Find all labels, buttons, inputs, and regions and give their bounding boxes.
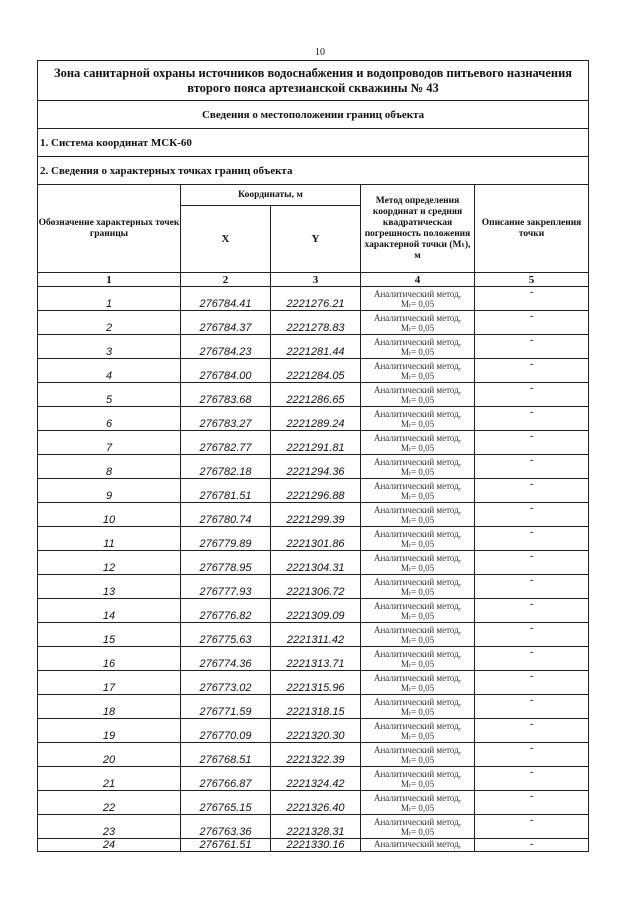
method-cell — [361, 335, 475, 359]
table-row — [38, 647, 589, 671]
precision-line: Mₜ= 0,05 — [400, 682, 435, 693]
coord-x: 276761.51 — [181, 839, 271, 852]
point-number: 15 — [38, 623, 181, 647]
coord-x: 276781.51 — [181, 479, 271, 503]
coord-y: 2221318.15 — [271, 695, 361, 719]
point-number: 24 — [38, 839, 181, 852]
coord-y: 2221322.39 — [271, 743, 361, 767]
point-number: 5 — [38, 383, 181, 407]
method-cell — [361, 527, 475, 551]
table-row — [38, 479, 589, 503]
table-row — [38, 815, 589, 839]
method-line: Аналитический метод, — [373, 672, 462, 683]
table-row — [38, 719, 589, 743]
coord-y: 2221278.83 — [271, 311, 361, 335]
table-row — [38, 407, 589, 431]
method-cell — [361, 551, 475, 575]
coord-x: 276773.02 — [181, 671, 271, 695]
precision-line: Mₜ= 0,05 — [400, 634, 435, 645]
coord-x: 276782.18 — [181, 455, 271, 479]
header-method: Метод определения координат и средняя квадратическая погрешность положения характерной точки (Mₜ), м — [361, 185, 475, 273]
point-number: 3 — [38, 335, 181, 359]
method-line: Аналитический метод, — [373, 384, 462, 395]
table-row — [38, 839, 589, 852]
coord-x: 276770.09 — [181, 719, 271, 743]
coord-y: 2221306.72 — [271, 575, 361, 599]
fixing-description: - — [475, 743, 589, 767]
point-number: 17 — [38, 671, 181, 695]
method-cell — [361, 431, 475, 455]
point-number: 1 — [38, 287, 181, 311]
method-cell — [361, 599, 475, 623]
method-cell — [361, 767, 475, 791]
method-line: Аналитический метод, — [373, 792, 462, 803]
coord-y: 2221315.96 — [271, 671, 361, 695]
table-row — [38, 527, 589, 551]
method-cell — [361, 695, 475, 719]
method-line: Аналитический метод, — [373, 839, 462, 849]
point-number: 11 — [38, 527, 181, 551]
method-cell — [361, 839, 475, 852]
table-row — [38, 743, 589, 767]
fixing-description: - — [475, 407, 589, 431]
coord-x: 276783.68 — [181, 383, 271, 407]
precision-line: Mₜ= 0,05 — [400, 418, 435, 429]
method-line: Аналитический метод, — [373, 816, 462, 827]
point-number: 10 — [38, 503, 181, 527]
column-number: 4 — [361, 273, 475, 287]
column-number: 2 — [181, 273, 271, 287]
method-line: Аналитический метод, — [373, 720, 462, 731]
precision-line: Mₜ= 0,05 — [400, 610, 435, 621]
table-row — [38, 695, 589, 719]
coord-x: 276784.00 — [181, 359, 271, 383]
precision-line: Mₜ= 0,05 — [400, 658, 435, 669]
header-point-designation: Обозначение характерных точек границы — [38, 185, 181, 273]
coord-x: 276784.41 — [181, 287, 271, 311]
coord-x: 276771.59 — [181, 695, 271, 719]
method-line: Аналитический метод, — [373, 552, 462, 563]
method-line: Аналитический метод, — [373, 480, 462, 491]
method-cell — [361, 407, 475, 431]
coord-y: 2221324.42 — [271, 767, 361, 791]
fixing-description: - — [475, 431, 589, 455]
method-cell — [361, 311, 475, 335]
column-number: 3 — [271, 273, 361, 287]
table-row — [38, 791, 589, 815]
column-numbers-row — [38, 273, 589, 287]
point-number: 16 — [38, 647, 181, 671]
point-number: 23 — [38, 815, 181, 839]
fixing-description: - — [475, 359, 589, 383]
precision-line: Mₜ= 0,05 — [400, 754, 435, 765]
precision-line: Mₜ= 0,05 — [400, 322, 435, 333]
coord-y: 2221330.16 — [271, 839, 361, 852]
precision-line: Mₜ= 0,05 — [400, 586, 435, 597]
precision-line: Mₜ= 0,05 — [400, 802, 435, 813]
coord-x: 276765.15 — [181, 791, 271, 815]
table-row — [38, 383, 589, 407]
method-line: Аналитический метод, — [373, 696, 462, 707]
coord-x: 276784.23 — [181, 335, 271, 359]
table-row — [38, 551, 589, 575]
points-section-heading: 2. Сведения о характерных точках границ объекта — [38, 157, 589, 185]
method-cell — [361, 647, 475, 671]
method-cell — [361, 671, 475, 695]
precision-line: Mₜ= 0,05 — [400, 346, 435, 357]
fixing-description: - — [475, 647, 589, 671]
point-number: 9 — [38, 479, 181, 503]
precision-line: Mₜ= 0,05 — [400, 490, 435, 501]
coord-x: 276777.93 — [181, 575, 271, 599]
table-row — [38, 671, 589, 695]
method-line: Аналитический метод, — [373, 768, 462, 779]
table-row — [38, 455, 589, 479]
coord-x: 276784.37 — [181, 311, 271, 335]
table-row — [38, 623, 589, 647]
method-line: Аналитический метод, — [373, 528, 462, 539]
table-row — [38, 335, 589, 359]
method-cell — [361, 503, 475, 527]
point-number: 6 — [38, 407, 181, 431]
coord-y: 2221286.65 — [271, 383, 361, 407]
fixing-description: - — [475, 479, 589, 503]
fixing-description: - — [475, 383, 589, 407]
table-row — [38, 575, 589, 599]
header-x: X — [181, 206, 271, 273]
precision-line: Mₜ= 0,05 — [400, 466, 435, 477]
precision-line: Mₜ= 0,05 — [400, 514, 435, 525]
coord-y: 2221296.88 — [271, 479, 361, 503]
column-number: 5 — [475, 273, 589, 287]
header-coordinates: Координаты, м — [181, 185, 361, 206]
point-number: 19 — [38, 719, 181, 743]
point-number: 8 — [38, 455, 181, 479]
method-cell — [361, 575, 475, 599]
coord-x: 276776.82 — [181, 599, 271, 623]
method-line: Аналитический метод, — [373, 648, 462, 659]
coord-x: 276780.74 — [181, 503, 271, 527]
fixing-description: - — [475, 695, 589, 719]
header-y: Y — [271, 206, 361, 273]
coord-y: 2221276.21 — [271, 287, 361, 311]
precision-line: Mₜ= 0,05 — [400, 706, 435, 717]
point-number: 13 — [38, 575, 181, 599]
coord-y: 2221309.09 — [271, 599, 361, 623]
coord-y: 2221289.24 — [271, 407, 361, 431]
method-cell — [361, 455, 475, 479]
table-row — [38, 767, 589, 791]
table-row — [38, 503, 589, 527]
precision-line: Mₜ= 0,05 — [400, 562, 435, 573]
point-number: 12 — [38, 551, 181, 575]
method-cell — [361, 287, 475, 311]
precision-line: Mₜ= 0,05 — [400, 298, 435, 309]
coord-y: 2221281.44 — [271, 335, 361, 359]
coord-y: 2221320.30 — [271, 719, 361, 743]
coord-y: 2221294.36 — [271, 455, 361, 479]
coord-y: 2221304.31 — [271, 551, 361, 575]
coord-y: 2221299.39 — [271, 503, 361, 527]
fixing-description: - — [475, 575, 589, 599]
method-cell — [361, 623, 475, 647]
point-number: 2 — [38, 311, 181, 335]
coord-y: 2221328.31 — [271, 815, 361, 839]
point-number: 14 — [38, 599, 181, 623]
fixing-description: - — [475, 551, 589, 575]
method-cell — [361, 791, 475, 815]
precision-line: Mₜ= 0,05 — [400, 730, 435, 741]
point-number: 7 — [38, 431, 181, 455]
fixing-description: - — [475, 527, 589, 551]
column-number: 1 — [38, 273, 181, 287]
table-row — [38, 287, 589, 311]
coord-y: 2221301.86 — [271, 527, 361, 551]
coord-x: 276778.95 — [181, 551, 271, 575]
method-line: Аналитический метод, — [373, 504, 462, 515]
coord-y: 2221291.81 — [271, 431, 361, 455]
point-number: 20 — [38, 743, 181, 767]
fixing-description: - — [475, 671, 589, 695]
boundary-points-table — [37, 60, 589, 852]
header-description: Описание закрепления точки — [475, 185, 589, 273]
fixing-description: - — [475, 719, 589, 743]
method-line: Аналитический метод, — [373, 600, 462, 611]
method-cell — [361, 479, 475, 503]
coord-y: 2221284.05 — [271, 359, 361, 383]
point-number: 18 — [38, 695, 181, 719]
fixing-description: - — [475, 287, 589, 311]
point-number: 4 — [38, 359, 181, 383]
method-cell — [361, 383, 475, 407]
method-line: Аналитический метод, — [373, 360, 462, 371]
precision-line: Mₜ= 0,05 — [400, 778, 435, 789]
coord-system-heading: 1. Система координат МСК-60 — [38, 129, 589, 157]
method-line: Аналитический метод, — [373, 312, 462, 323]
coord-x: 276768.51 — [181, 743, 271, 767]
fixing-description: - — [475, 815, 589, 839]
fixing-description: - — [475, 839, 589, 852]
method-cell — [361, 359, 475, 383]
coord-x: 276775.63 — [181, 623, 271, 647]
coord-x: 276783.27 — [181, 407, 271, 431]
method-line: Аналитический метод, — [373, 336, 462, 347]
table-row — [38, 599, 589, 623]
table-row — [38, 311, 589, 335]
coord-x: 276782.77 — [181, 431, 271, 455]
precision-line: Mₜ= 0,05 — [400, 442, 435, 453]
coord-y: 2221326.40 — [271, 791, 361, 815]
fixing-description: - — [475, 455, 589, 479]
fixing-description: - — [475, 503, 589, 527]
section-title: Сведения о местоположении границ объекта — [38, 101, 589, 129]
table-row — [38, 359, 589, 383]
precision-line: Mₜ= 0,05 — [400, 370, 435, 381]
method-line: Аналитический метод, — [373, 288, 462, 299]
fixing-description: - — [475, 311, 589, 335]
fixing-description: - — [475, 599, 589, 623]
method-line: Аналитический метод, — [373, 576, 462, 587]
method-line: Аналитический метод, — [373, 432, 462, 443]
point-number: 22 — [38, 791, 181, 815]
coord-y: 2221313.71 — [271, 647, 361, 671]
coord-x: 276763.36 — [181, 815, 271, 839]
method-line: Аналитический метод, — [373, 624, 462, 635]
coord-y: 2221311.42 — [271, 623, 361, 647]
fixing-description: - — [475, 767, 589, 791]
fixing-description: - — [475, 335, 589, 359]
precision-line: Mₜ= 0,05 — [400, 394, 435, 405]
method-line: Аналитический метод, — [373, 744, 462, 755]
coord-x: 276779.89 — [181, 527, 271, 551]
coord-x: 276774.36 — [181, 647, 271, 671]
fixing-description: - — [475, 623, 589, 647]
method-line: Аналитический метод, — [373, 456, 462, 467]
method-cell — [361, 719, 475, 743]
method-cell — [361, 815, 475, 839]
table-row — [38, 431, 589, 455]
point-number: 21 — [38, 767, 181, 791]
precision-line: Mₜ= 0,05 — [400, 826, 435, 837]
document-title: Зона санитарной охраны источников водоснабжения и водопроводов питьевого назначения второго пояса артезианской скважины № 43 — [38, 61, 589, 101]
fixing-description: - — [475, 791, 589, 815]
method-line: Аналитический метод, — [373, 408, 462, 419]
coord-x: 276766.87 — [181, 767, 271, 791]
method-cell — [361, 743, 475, 767]
precision-line: Mₜ= 0,05 — [400, 538, 435, 549]
page-number: 10 — [315, 47, 325, 58]
